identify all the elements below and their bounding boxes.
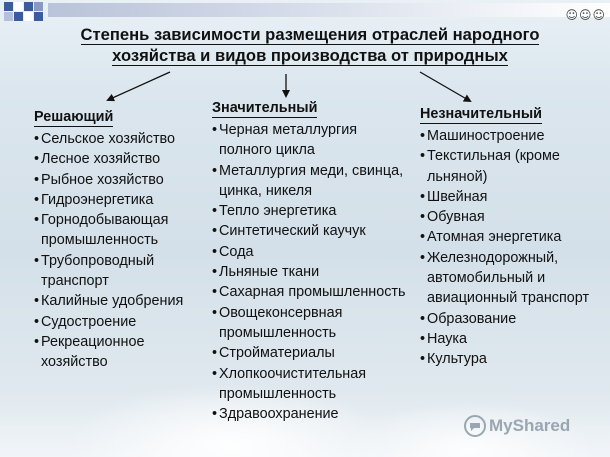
list-item: • Овощеконсервная промышленность — [212, 303, 408, 344]
corner-square — [24, 2, 33, 11]
list-item: • Обувная — [420, 207, 596, 227]
corner-squares-decoration — [4, 2, 48, 20]
corner-square — [4, 2, 13, 11]
item-list — [212, 120, 408, 424]
list-item: • Здравоохранение — [212, 404, 408, 424]
list-item: • Образование — [420, 309, 596, 329]
top-gradient-band — [48, 3, 610, 17]
list-item: • Рыбное хозяйство — [34, 170, 212, 190]
list-item: • Гидроэнергетика — [34, 190, 212, 210]
corner-square — [14, 12, 23, 21]
corner-square — [24, 12, 33, 21]
smiley-icons: ☺☺☺ — [565, 8, 606, 22]
corner-square — [4, 12, 13, 21]
list-item: • Металлургия меди, свинца, цинка, никеля — [212, 161, 408, 202]
title-line-1: Степень зависимости размещения отраслей народного — [80, 25, 540, 44]
item-list — [420, 126, 596, 370]
list-item: • Стройматериалы — [212, 343, 408, 363]
list-item: • Горнодобывающая промышленность — [34, 210, 212, 251]
column-heading: Решающий — [34, 109, 114, 125]
title-line-2: хозяйства и видов производства от природных — [112, 46, 508, 65]
list-item: • Культура — [420, 349, 596, 369]
corner-square — [14, 2, 23, 11]
list-item: • Калийные удобрения — [34, 291, 212, 311]
list-item: • Лесное хозяйство — [34, 149, 212, 169]
list-item: • Сахарная промышленность — [212, 282, 408, 302]
list-item: • Сода — [212, 242, 408, 262]
list-item: • Атомная энергетика — [420, 227, 596, 247]
watermark-text: MyShared — [489, 416, 571, 435]
column-heading: Значительный — [212, 100, 318, 116]
list-item: • Судостроение — [34, 312, 212, 332]
list-item: • Машиностроение — [420, 126, 596, 146]
list-item: • Льняные ткани — [212, 262, 408, 282]
myshared-logo-icon — [464, 415, 486, 437]
list-item: • Трубопроводный транспорт — [34, 251, 212, 292]
myshared-watermark — [464, 413, 570, 439]
list-item: • Тепло энергетика — [212, 201, 408, 221]
list-item: • Черная металлургия полного цикла — [212, 120, 408, 161]
corner-square — [34, 12, 43, 21]
list-item: • Рекреационное хозяйство — [34, 332, 212, 373]
column-significant — [212, 98, 408, 424]
item-list — [34, 129, 212, 373]
slide-title — [40, 24, 580, 66]
column-heading: Незначительный — [420, 106, 542, 122]
list-item: • Швейная — [420, 187, 596, 207]
arrow-left — [108, 72, 170, 100]
list-item: • Текстильная (кроме льняной) — [420, 146, 596, 187]
column-decisive — [34, 107, 212, 373]
arrow-right — [420, 72, 470, 101]
column-insignificant — [420, 104, 596, 370]
list-item: • Железнодорожный, автомобильный и авиационный транспорт — [420, 248, 596, 309]
corner-square — [34, 2, 43, 11]
list-item: • Хлопкоочистительная промышленность — [212, 364, 408, 405]
list-item: • Синтетический каучук — [212, 221, 408, 241]
list-item: • Сельское хозяйство — [34, 129, 212, 149]
list-item: • Наука — [420, 329, 596, 349]
